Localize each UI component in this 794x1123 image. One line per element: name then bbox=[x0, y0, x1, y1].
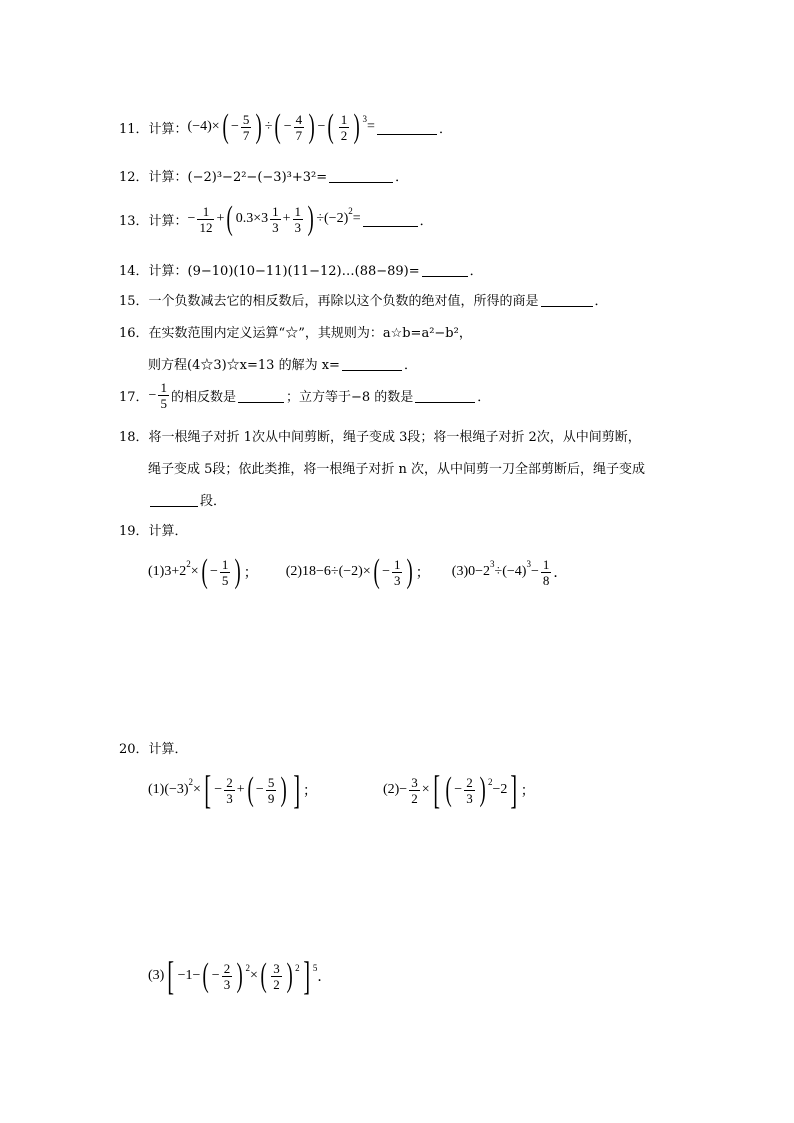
answer-blank[interactable] bbox=[342, 356, 402, 371]
question-15: 15．一个负数减去它的相反数后，再除以这个负数的绝对值，所得的商是 ． bbox=[119, 294, 608, 309]
question-13: 13．计算： − $\frac{1}{12}$ + ( 0.3×3 $\frac{1}{3}$ + $\frac{1}{3}$ ) ÷(−2) $^2$ = ． bbox=[119, 200, 433, 237]
answer-blank[interactable] bbox=[363, 212, 418, 227]
answer-blank[interactable] bbox=[150, 492, 198, 507]
question-12: 12．计算：(−2)³−2²−(−3)³+3²= ． bbox=[119, 170, 409, 185]
q11-number: 11．计算： bbox=[119, 121, 188, 137]
q19-part3: (3)0−2 $^3$ ÷(−4) $^3$ − $\frac{1}{8}$ ． bbox=[451, 556, 568, 588]
question-19-parts bbox=[148, 555, 567, 589]
question-20-title: 20．计算． bbox=[119, 742, 188, 757]
question-16-line1: 16．在实数范围内定义运算“☆”，其规则为：a☆b=a²−b²， bbox=[119, 326, 472, 341]
q20-part2: (2)− $\frac{3}{2}$ × [ ( − $\frac{2}{3}$ ) $^2$ −2 ] ； bbox=[382, 767, 535, 812]
question-18-line2: 绳子变成 5段；依此类推，将一根绳子对折 n 次，从中间剪一刀全部剪断后，绳子变成 bbox=[148, 462, 646, 477]
question-18-line1: 18．将一根绳子对折 1次从中间剪断，绳子变成 3段；将一根绳子对折 2次，从中间剪断， bbox=[119, 430, 641, 445]
question-11: 11．计算： (−4)× ( − $\frac{5}{7}$ ) ÷ ( − $\frac{4}{7}$ ) − ( $\frac{1}{2}$ ) $^3$ = ． bbox=[119, 108, 452, 145]
answer-blank[interactable] bbox=[377, 120, 437, 135]
question-19-title: 19．计算． bbox=[119, 524, 188, 539]
answer-blank[interactable] bbox=[238, 388, 284, 403]
q11-expression: (−4)× ( − $\frac{5}{7}$ ) ÷ ( − $\frac{4}{7}$ ) − ( $\frac{1}{2}$ ) $^3$ = bbox=[187, 108, 375, 145]
question-17: 17． − $\frac{1}{5}$ 的相反数是 ；立方等于−8 的数是 ． bbox=[119, 380, 491, 411]
answer-blank[interactable] bbox=[541, 292, 593, 307]
answer-blank[interactable] bbox=[415, 388, 475, 403]
question-20-parts-row2 bbox=[148, 953, 332, 998]
question-18-line3: 段． bbox=[148, 490, 226, 509]
q13-expression: − $\frac{1}{12}$ + ( 0.3×3 $\frac{1}{3}$ + $\frac{1}{3}$ ) ÷(−2) $^2$ = bbox=[187, 200, 361, 237]
answer-blank[interactable] bbox=[422, 262, 468, 277]
answer-blank[interactable] bbox=[329, 168, 393, 183]
question-14: 14．计算：(9−10)(10−11)(11−12)…(88−89)= ． bbox=[119, 264, 483, 279]
q19-part2: (2)18−6÷(−2)× ( − $\frac{1}{3}$ ) ； bbox=[285, 553, 430, 590]
q20-part1: (1)(−3) $^2$ × [ − $\frac{2}{3}$ + ( − $\frac{5}{9}$ ) ] ； bbox=[148, 767, 317, 812]
q20-part3: (3) [ −1− ( − $\frac{2}{3}$ ) $^2$ × ( $\frac{3}{2}$ ) $^2$ ] $^5$ ． bbox=[148, 953, 332, 998]
question-20-parts-row1 bbox=[148, 767, 535, 812]
question-16-line2: 则方程(4☆3)☆x=13 的解为 x= ． bbox=[148, 358, 417, 373]
q19-part1: (1)3+2 $^2$ × ( − $\frac{1}{5}$ ) ； bbox=[148, 553, 258, 590]
